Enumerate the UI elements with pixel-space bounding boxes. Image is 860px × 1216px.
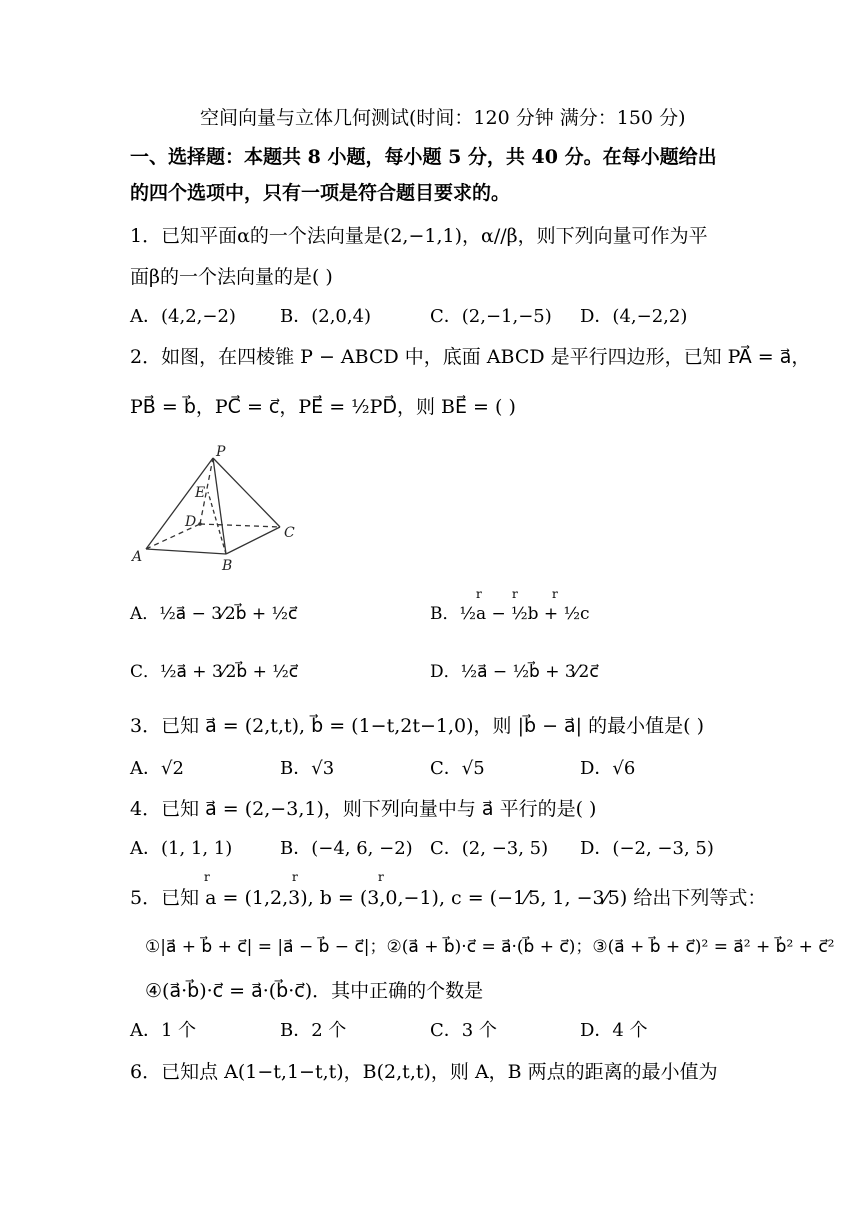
label-d: D — [185, 514, 197, 530]
q4-option-d: D．(−2, −3, 5) — [580, 838, 714, 859]
q5-mark-3: r — [378, 870, 384, 884]
q3-option-c: C．√5 — [430, 758, 485, 779]
label-e: E — [195, 485, 206, 501]
q2-option-d: D．½a⃗ − ½b⃗ + 3⁄2c⃗ — [430, 662, 599, 682]
q1-option-c: C．(2,−1,−5) — [430, 306, 552, 327]
q2-option-b-mark-1: r — [476, 587, 482, 601]
label-a: A — [132, 549, 143, 565]
q2-option-a: A．½a⃗ − 3⁄2b⃗ + ½c⃗ — [130, 604, 298, 624]
q5-equations-line-2: ④(a⃗·b⃗)·c⃗ = a⃗·(b⃗·c⃗)．其中正确的个数是 — [145, 980, 484, 1002]
section-heading-line-2: 的四个选项中，只有一项是符合题目要求的。 — [130, 182, 511, 204]
q3-stem: 3．已知 a⃗ = (2,t,t), b⃗ = (1−t,2t−1,0)，则 |b⃗ − a⃗| 的最小值是( ) — [130, 715, 704, 737]
q5-mark-2: r — [292, 870, 298, 884]
label-b: B — [222, 558, 233, 574]
page-title: 空间向量与立体几何测试(时间：120 分钟 满分：150 分) — [200, 107, 686, 129]
q5-option-a: A．1 个 — [130, 1020, 197, 1041]
q5-stem: 5．已知 a = (1,2,3), b = (3,0,−1), c = (−1⁄5, 1, −3⁄5) 给出下列等式： — [130, 887, 767, 909]
q5-mark-1: r — [204, 870, 210, 884]
q2-option-b: B．½a − ½b + ½c — [430, 604, 590, 624]
q6-stem: 6．已知点 A(1−t,1−t,t)，B(2,t,t)，则 A，B 两点的距离的最小值为 — [130, 1061, 718, 1083]
section-heading-line-1: 一、选择题：本题共 8 小题，每小题 5 分，共 40 分。在每小题给出 — [130, 146, 717, 168]
q5-equations-line-1: ①|a⃗ + b⃗ + c⃗| = |a⃗ − b⃗ − c⃗|；②(a⃗ + b⃗)·c⃗ = a⃗·(b⃗ + c⃗)；③(a⃗ + b⃗ + c⃗)² = a⃗² + b⃗² + c⃗² — [145, 937, 835, 957]
q5-option-c: C．3 个 — [430, 1020, 497, 1041]
q3-option-d: D．√6 — [580, 758, 636, 779]
q5-option-b: B．2 个 — [280, 1020, 347, 1041]
q5-option-d: D．4 个 — [580, 1020, 648, 1041]
label-c: C — [284, 525, 295, 541]
q1-option-b: B．(2,0,4) — [280, 306, 372, 327]
q2-stem-line-1: 2．如图，在四棱锥 P − ABCD 中，底面 ABCD 是平行四边形，已知 PA⃗ = a⃗， — [130, 346, 811, 368]
q1-stem-line-1: 1．已知平面α的一个法向量是(2,−1,1)，α//β，则下列向量可作为平 — [130, 225, 708, 247]
label-p: P — [216, 444, 226, 460]
q2-option-b-mark-3: r — [552, 587, 558, 601]
q2-stem-line-2: PB⃗ = b⃗，PC⃗ = c⃗，PE⃗ = ½PD⃗，则 BE⃗ = ( ) — [130, 396, 516, 418]
pyramid-figure — [128, 440, 308, 575]
q1-stem-line-2: 面β的一个法向量的是( ) — [130, 266, 333, 288]
q1-option-d: D．(4,−2,2) — [580, 306, 688, 327]
q3-option-a: A．√2 — [130, 758, 184, 779]
q4-option-c: C．(2, −3, 5) — [430, 838, 549, 859]
q4-option-b: B．(−4, 6, −2) — [280, 838, 413, 859]
q2-option-c: C．½a⃗ + 3⁄2b⃗ + ½c⃗ — [130, 662, 299, 682]
q3-option-b: B．√3 — [280, 758, 335, 779]
q4-option-a: A．(1, 1, 1) — [130, 838, 233, 859]
q4-stem: 4．已知 a⃗ = (2,−3,1)，则下列向量中与 a⃗ 平行的是( ) — [130, 798, 597, 820]
q2-option-b-mark-2: r — [512, 587, 518, 601]
q1-option-a: A．(4,2,−2) — [130, 306, 236, 327]
